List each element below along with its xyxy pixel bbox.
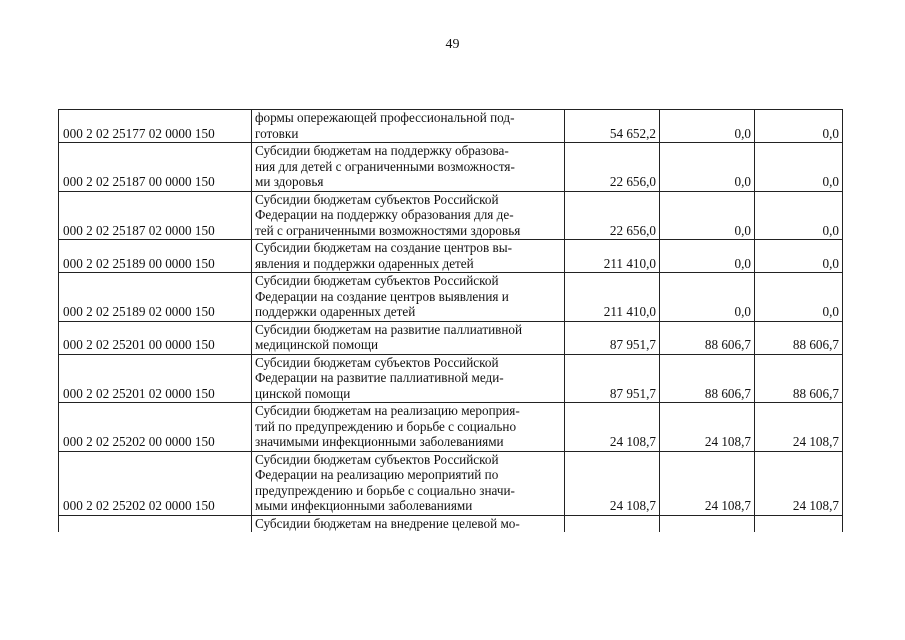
table-row [59, 191, 843, 240]
amount-cell-year-2: 24 108,7 [660, 403, 755, 452]
description-line: медицинской помощи [255, 337, 379, 352]
amount-cell-year-1: 24 108,7 [565, 403, 660, 452]
budget-code-cell: 000 2 02 25189 00 0000 150 [59, 240, 252, 273]
table-row [59, 354, 843, 403]
description-cell [252, 240, 565, 273]
budget-code-cell: 000 2 02 25187 02 0000 150 [59, 191, 252, 240]
table-body [59, 110, 843, 533]
description-line: Субсидии бюджетам на создание центров вы- [255, 240, 512, 255]
description-line: Федерации на развитие паллиативной меди- [255, 370, 504, 385]
description-line: ния для детей с ограниченными возможностя- [255, 158, 515, 174]
description-line: Субсидии бюджетам на внедрение целевой мо- [255, 515, 520, 531]
amount-cell-year-1: 22 656,0 [565, 143, 660, 192]
amount-cell-year-2: 88 606,7 [660, 321, 755, 354]
description-line: готовки [255, 125, 299, 141]
amount-cell-year-3: 0,0 [755, 240, 843, 273]
description-line: предупреждению и борьбе с социально значи- [255, 482, 515, 498]
amount-cell-year-3: 24 108,7 [755, 403, 843, 452]
budget-revenue-table [58, 109, 843, 532]
description-cell [252, 354, 565, 403]
amount-cell-year-1: 211 410,0 [565, 273, 660, 322]
description-line: значимыми инфекционными заболеваниями [255, 434, 504, 449]
budget-code-cell: 000 2 02 25202 00 0000 150 [59, 403, 252, 452]
description-line: Субсидии бюджетам на поддержку образова- [255, 143, 509, 158]
description-line: Федерации на реализацию мероприятий по [255, 467, 499, 482]
amount-cell-year-2: 0,0 [660, 273, 755, 322]
amount-cell-year-2: 0,0 [660, 143, 755, 192]
description-line: поддержки одаренных детей [255, 304, 416, 319]
budget-code-cell: 000 2 02 25187 00 0000 150 [59, 143, 252, 192]
description-cell [252, 321, 565, 354]
description-cell [252, 403, 565, 452]
amount-cell-year-2: 0,0 [660, 110, 755, 143]
amount-cell-year-3: 88 606,7 [755, 354, 843, 403]
description-line: цинской помощи [255, 385, 351, 401]
amount-cell-year-2: 88 606,7 [660, 354, 755, 403]
description-line: Федерации на создание центров выявления и [255, 288, 509, 304]
budget-code-cell: 000 2 02 25201 00 0000 150 [59, 321, 252, 354]
description-cell [252, 451, 565, 515]
table-row [59, 451, 843, 515]
description-cell [252, 515, 565, 532]
amount-cell-year-1: 87 951,7 [565, 354, 660, 403]
description-line: Субсидии бюджетам на развитие паллиативной [255, 321, 523, 337]
description-line: ми здоровья [255, 174, 324, 189]
description-line: Субсидии бюджетам на реализацию мероприя- [255, 403, 520, 418]
description-line: тей с ограниченными возможностями здоровья [255, 222, 521, 238]
table-row [59, 321, 843, 354]
table-row [59, 143, 843, 192]
budget-code-cell: 000 2 02 25201 02 0000 150 [59, 354, 252, 403]
amount-cell-year-3: 0,0 [755, 191, 843, 240]
amount-cell-year-3: 88 606,7 [755, 321, 843, 354]
amount-cell-year-1: 24 108,7 [565, 451, 660, 515]
table-row [59, 273, 843, 322]
table-row [59, 403, 843, 452]
table-row [59, 515, 843, 532]
description-line: Субсидии бюджетам субъектов Российской [255, 191, 499, 207]
page-number: 49 [445, 37, 460, 52]
amount-cell-year-1: 211 410,0 [565, 240, 660, 273]
budget-code-cell [59, 515, 252, 532]
description-line: Субсидии бюджетам субъектов Российской [255, 451, 499, 467]
budget-code-cell: 000 2 02 25177 02 0000 150 [59, 110, 252, 143]
description-line: тий по предупреждению и борьбе с социально [255, 418, 517, 434]
amount-cell-year-1: 22 656,0 [565, 191, 660, 240]
amount-cell-year-1: 87 951,7 [565, 321, 660, 354]
amount-cell-year-3: 0,0 [755, 273, 843, 322]
description-cell [252, 191, 565, 240]
amount-cell-year-3: 24 108,7 [755, 451, 843, 515]
description-line: мыми инфекционными заболеваниями [255, 498, 473, 513]
description-line: Субсидии бюджетам субъектов Российской [255, 273, 499, 288]
amount-cell-year-3 [755, 515, 843, 532]
description-line: явления и поддержки одаренных детей [255, 255, 474, 271]
amount-cell-year-3: 0,0 [755, 143, 843, 192]
amount-cell-year-1: 54 652,2 [565, 110, 660, 143]
amount-cell-year-3: 0,0 [755, 110, 843, 143]
amount-cell-year-1 [565, 515, 660, 532]
description-line: Федерации на поддержку образования для де- [255, 207, 514, 222]
description-line: формы опережающей профессиональной под- [255, 110, 515, 125]
amount-cell-year-2: 24 108,7 [660, 451, 755, 515]
budget-code-cell: 000 2 02 25189 02 0000 150 [59, 273, 252, 322]
description-line: Субсидии бюджетам субъектов Российской [255, 354, 499, 370]
budget-code-cell: 000 2 02 25202 02 0000 150 [59, 451, 252, 515]
description-cell [252, 110, 565, 143]
amount-cell-year-2: 0,0 [660, 191, 755, 240]
amount-cell-year-2: 0,0 [660, 240, 755, 273]
table-row [59, 240, 843, 273]
amount-cell-year-2 [660, 515, 755, 532]
description-cell [252, 143, 565, 192]
description-cell [252, 273, 565, 322]
table-row [59, 110, 843, 143]
